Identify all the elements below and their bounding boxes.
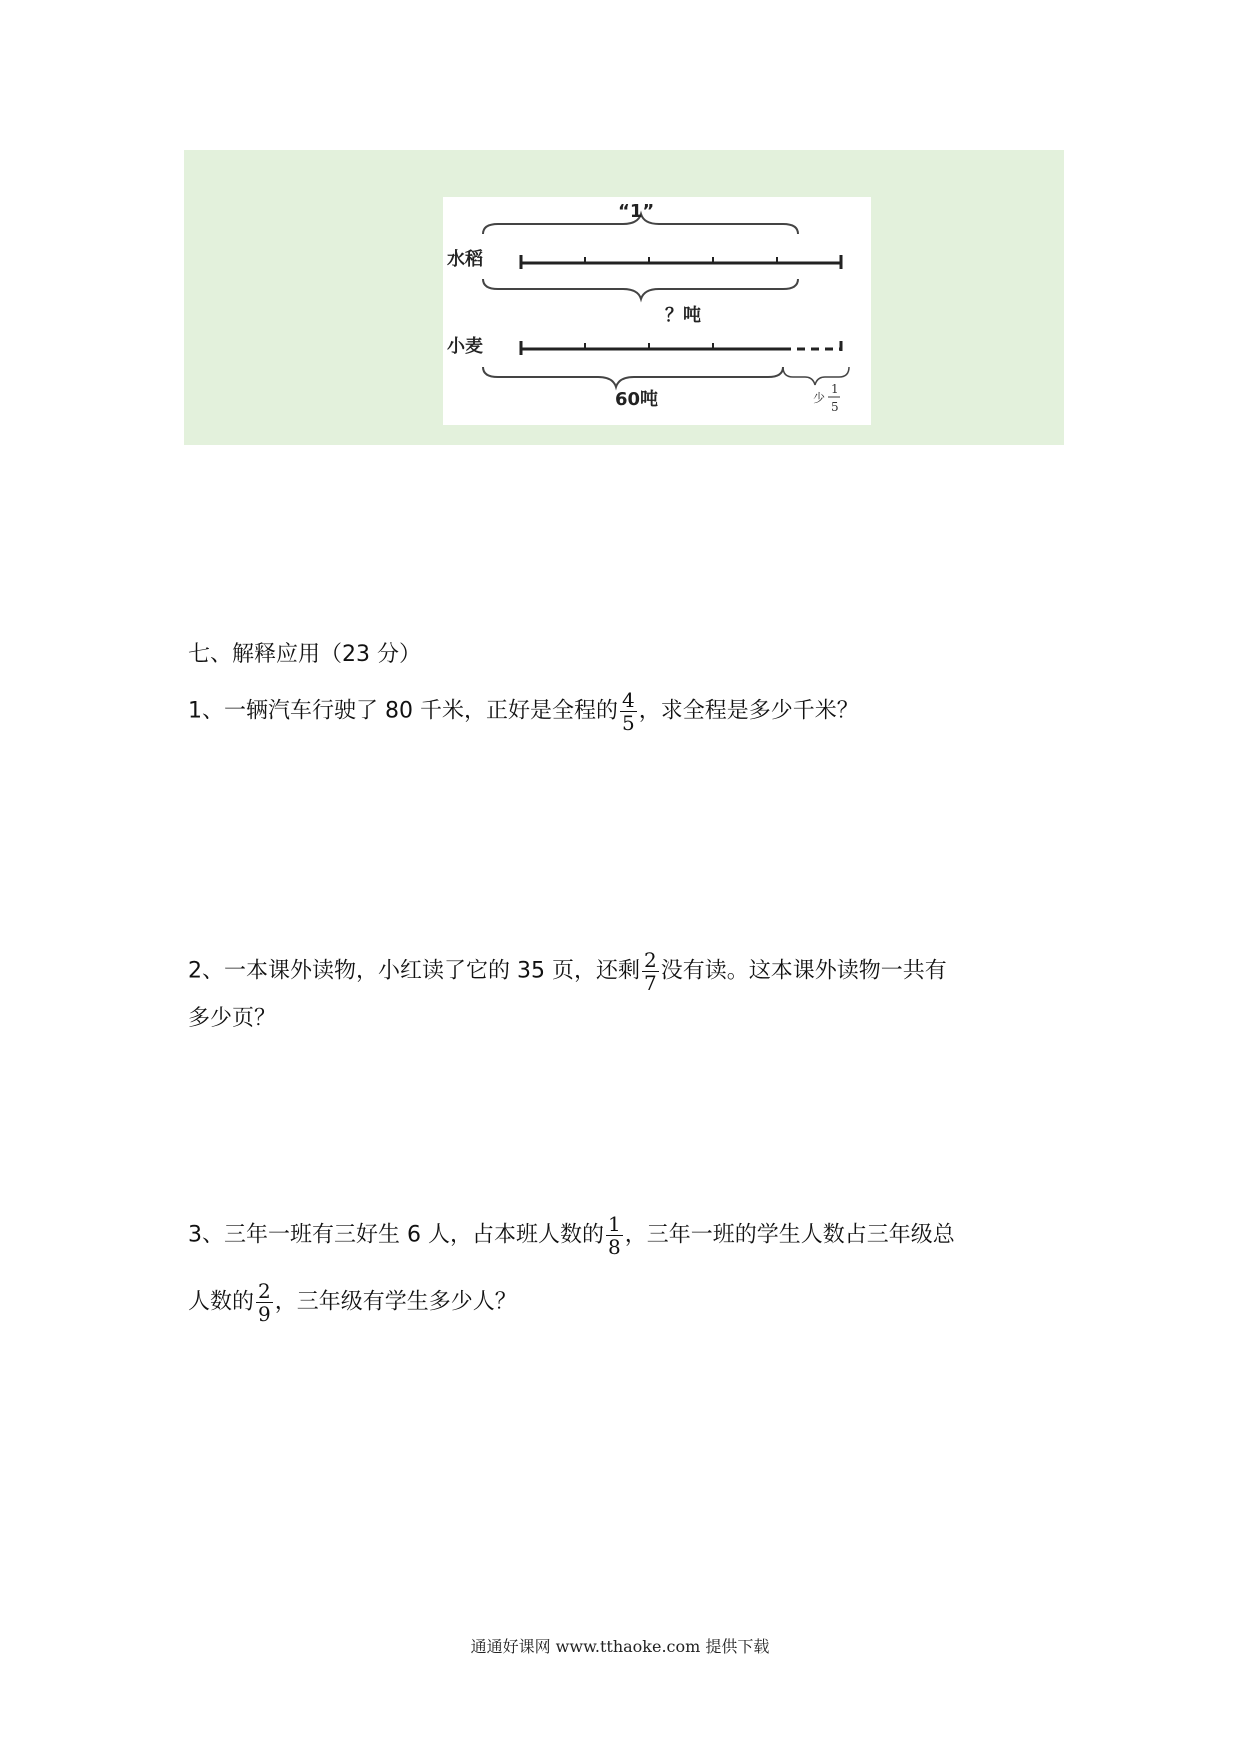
q2-text-before: 2、一本课外读物，小红读了它的 35 页，还剩 [188, 958, 640, 984]
question-2 [188, 949, 947, 994]
q3-fraction-1: $\frac{1}{8}$ [607, 1212, 621, 1259]
less-frac-num: 1 [831, 382, 839, 396]
rice-bottom-brace [483, 279, 798, 299]
question-1 [188, 689, 859, 734]
dashed-brace [783, 367, 849, 385]
question-3 [188, 1213, 955, 1258]
label-one: “1” [618, 201, 655, 222]
question-3-line-2 [188, 1280, 517, 1325]
label-less: 少 [813, 391, 826, 405]
q3-fraction-2: $\frac{2}{9}$ [258, 1279, 271, 1326]
q2-fraction: $\frac{2}{7}$ [643, 948, 657, 995]
q3-text-before: 3、三年一班有三好生 6 人，占本班人数的 [188, 1222, 604, 1248]
q3-line2-after: ，三年级有学生多少人？ [274, 1289, 517, 1315]
wheat-bottom-brace [483, 367, 783, 387]
label-question-tons: ？吨 [665, 305, 701, 326]
page-footer: 通通好课网 www.tthaoke.com 提供下载 [470, 1637, 770, 1656]
q3-text-middle: ，三年一班的学生人数占三年级总 [624, 1222, 955, 1248]
diagram-svg [443, 197, 871, 425]
question-2-line-2: 多少页？ [188, 1006, 277, 1031]
less-frac-den: 5 [831, 400, 839, 414]
line-segment-diagram [443, 197, 871, 425]
section-title: 七、解释应用（23 分） [188, 642, 421, 667]
q1-text-before: 1、一辆汽车行驶了 80 千米，正好是全程的 [188, 698, 618, 724]
label-wheat: 小麦 [447, 336, 483, 357]
label-60-tons: 60吨 [615, 389, 659, 410]
q2-text-after: 没有读。这本课外读物一共有 [660, 958, 947, 984]
label-rice: 水稻 [447, 249, 483, 270]
q1-fraction: $\frac{4}{5}$ [621, 688, 635, 735]
q3-line2-before: 人数的 [188, 1289, 255, 1315]
q1-text-after: ，求全程是多少千米？ [638, 698, 859, 724]
